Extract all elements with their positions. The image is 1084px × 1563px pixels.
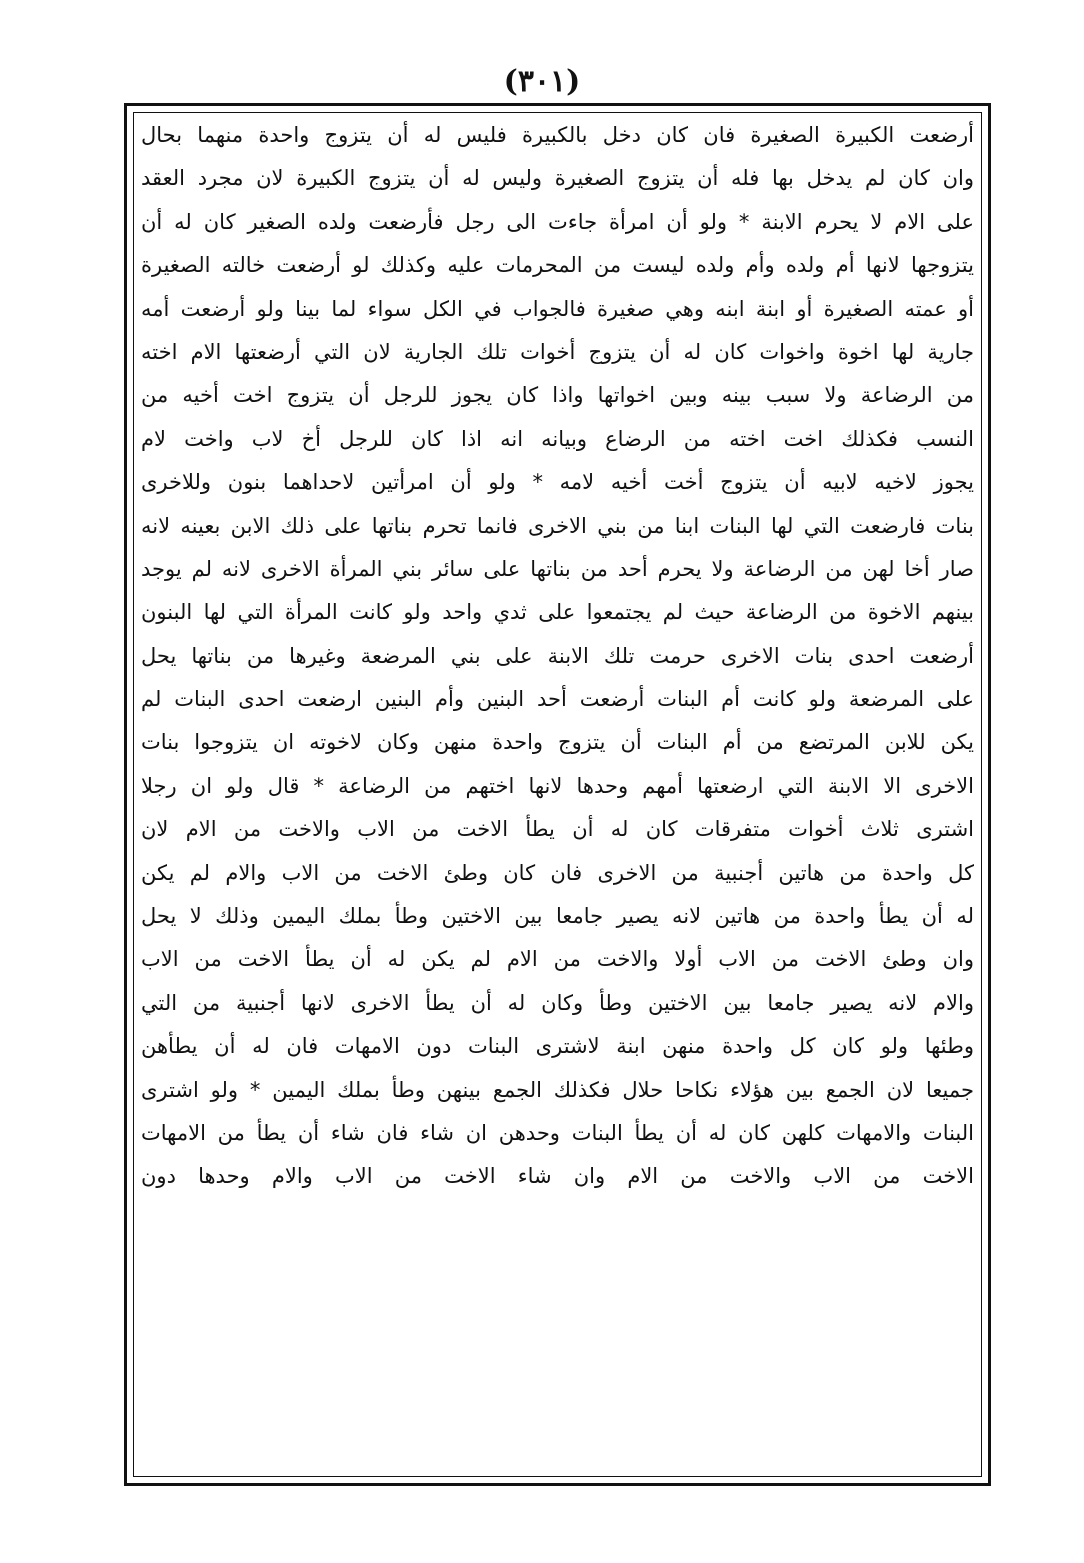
text-line: النسب فكذلك اخت اخته من الرضاع وبيانه انه اذا كان للرجل أخ لاب واخت لام [141,426,974,451]
text-line: أو عمته الصغيرة أو ابنة ابنه وهي صغيرة فالجواب في الكل سواء لما بينا ولو أرضعت أمه [141,296,974,321]
text-line: أرضعت الكبيرة الصغيرة فان كان دخل بالكبيرة فليس له أن يتزوج واحدة منهما بحال [141,123,974,147]
page-frame [124,103,991,1486]
page-number: (٣٠١) [503,64,581,99]
text-line: أرضعت احدى بنات الاخرى حرمت تلك الابنة على بني المرضعة وغيرها من بناتها يحل [141,643,974,668]
body-text [141,114,974,1199]
text-line: على الام لا يحرم الابنة * ولو أن امرأة جاءت الى رجل فأرضعت ولده الصغير كان له أن [141,209,974,234]
text-line: بينهم الاخوة من الرضاعة حيث لم يجتمعوا على ثدي واحد ولو كانت المرأة التي لها البنون [141,600,974,625]
text-line: كل واحدة من هاتين أجنبية من الاخرى فان كان وطئ الاخت من الاب والام لم يكن [141,860,974,885]
text-line: يجوز لاخيه لابيه أن يتزوج أخت أخيه لامه * ولو أن امرأتين لاحداهما بنون وللاخرى [141,470,974,495]
text-line: وطئها ولو كان كل واحدة منهن ابنة لاشترى البنات دون الامهات فان له أن يطأهن [141,1034,974,1059]
text-line: الاخت من الاب والاخت من الام وان شاء الاخت من الاب والام وحدها دون [141,1164,974,1189]
text-line: الاخرى الا الابنة التي ارضعتها أمهم وحدها لانها اختهم من الرضاعة * قال ولو ان رجلا [141,773,974,798]
text-line: على المرضعة ولو كانت أم البنات أرضعت أحد البنين وأم البنين ارضعت احدى البنات لم [141,687,974,712]
text-line: والام لانه يصير جامعا بين الاختين وطأ وكان له أن يطأ الاخرى لانها أجنبية من التي [141,990,974,1015]
text-line: جميعا لان الجمع بين هؤلاء نكاحا حلال فكذلك الجمع بينهن وطأ بملك اليمين * ولو اشترى [141,1077,974,1102]
text-line: له أن يطأ واحدة من هاتين لانه يصير جامعا بين الاختين وطأ بملك اليمين وذلك لا يحل [141,904,974,929]
text-line: بنات فارضعت التي لها البنات ابنا من بني الاخرى فانما تحرم بناتها على ذلك الابن بعينه لانه [141,513,974,538]
text-line: اشترى ثلاث أخوات متفرقات كان له أن يطأ الاخت من الاب والاخت من الام لان [141,817,974,842]
text-line: من الرضاعة ولا سبب بينه وبين اخواتها واذا كان يجوز للرجل أن يتزوج اخت أخيه من [141,383,974,408]
text-line: وان كان لم يدخل بها فله أن يتزوج الصغيرة وليس له أن يتزوج الكبيرة لان مجرد العقد [141,166,974,191]
text-line: يتزوجها لانها أم ولده وأم ولده ليست من المحرمات عليه وكذلك لو أرضعت خالته الصغيرة [141,253,974,278]
text-line: وان وطئ الاخت من الاب أولا والاخت من الام لم يكن له أن يطأ الاخت من الاب [141,947,974,972]
text-line: صار أخا لهن من الرضاعة ولا يحرم أحد من بناتها على سائر بني المرأة الاخرى لانه لم يوجد [141,556,974,581]
text-line: البنات والامهات كلهن كان له أن يطأ البنات وحدهن ان شاء فان شاء أن يطأ من الامهات [141,1120,974,1145]
text-line: يكن للابن المرتضع من أم البنات أن يتزوج واحدة منهن وكان لاخوته ان يتزوجوا بنات [141,730,974,755]
text-line: جارية لها اخوة واخوات كان له أن يتزوج أخوات تلك الجارية لان التي أرضعتها الام اخته [141,339,974,364]
